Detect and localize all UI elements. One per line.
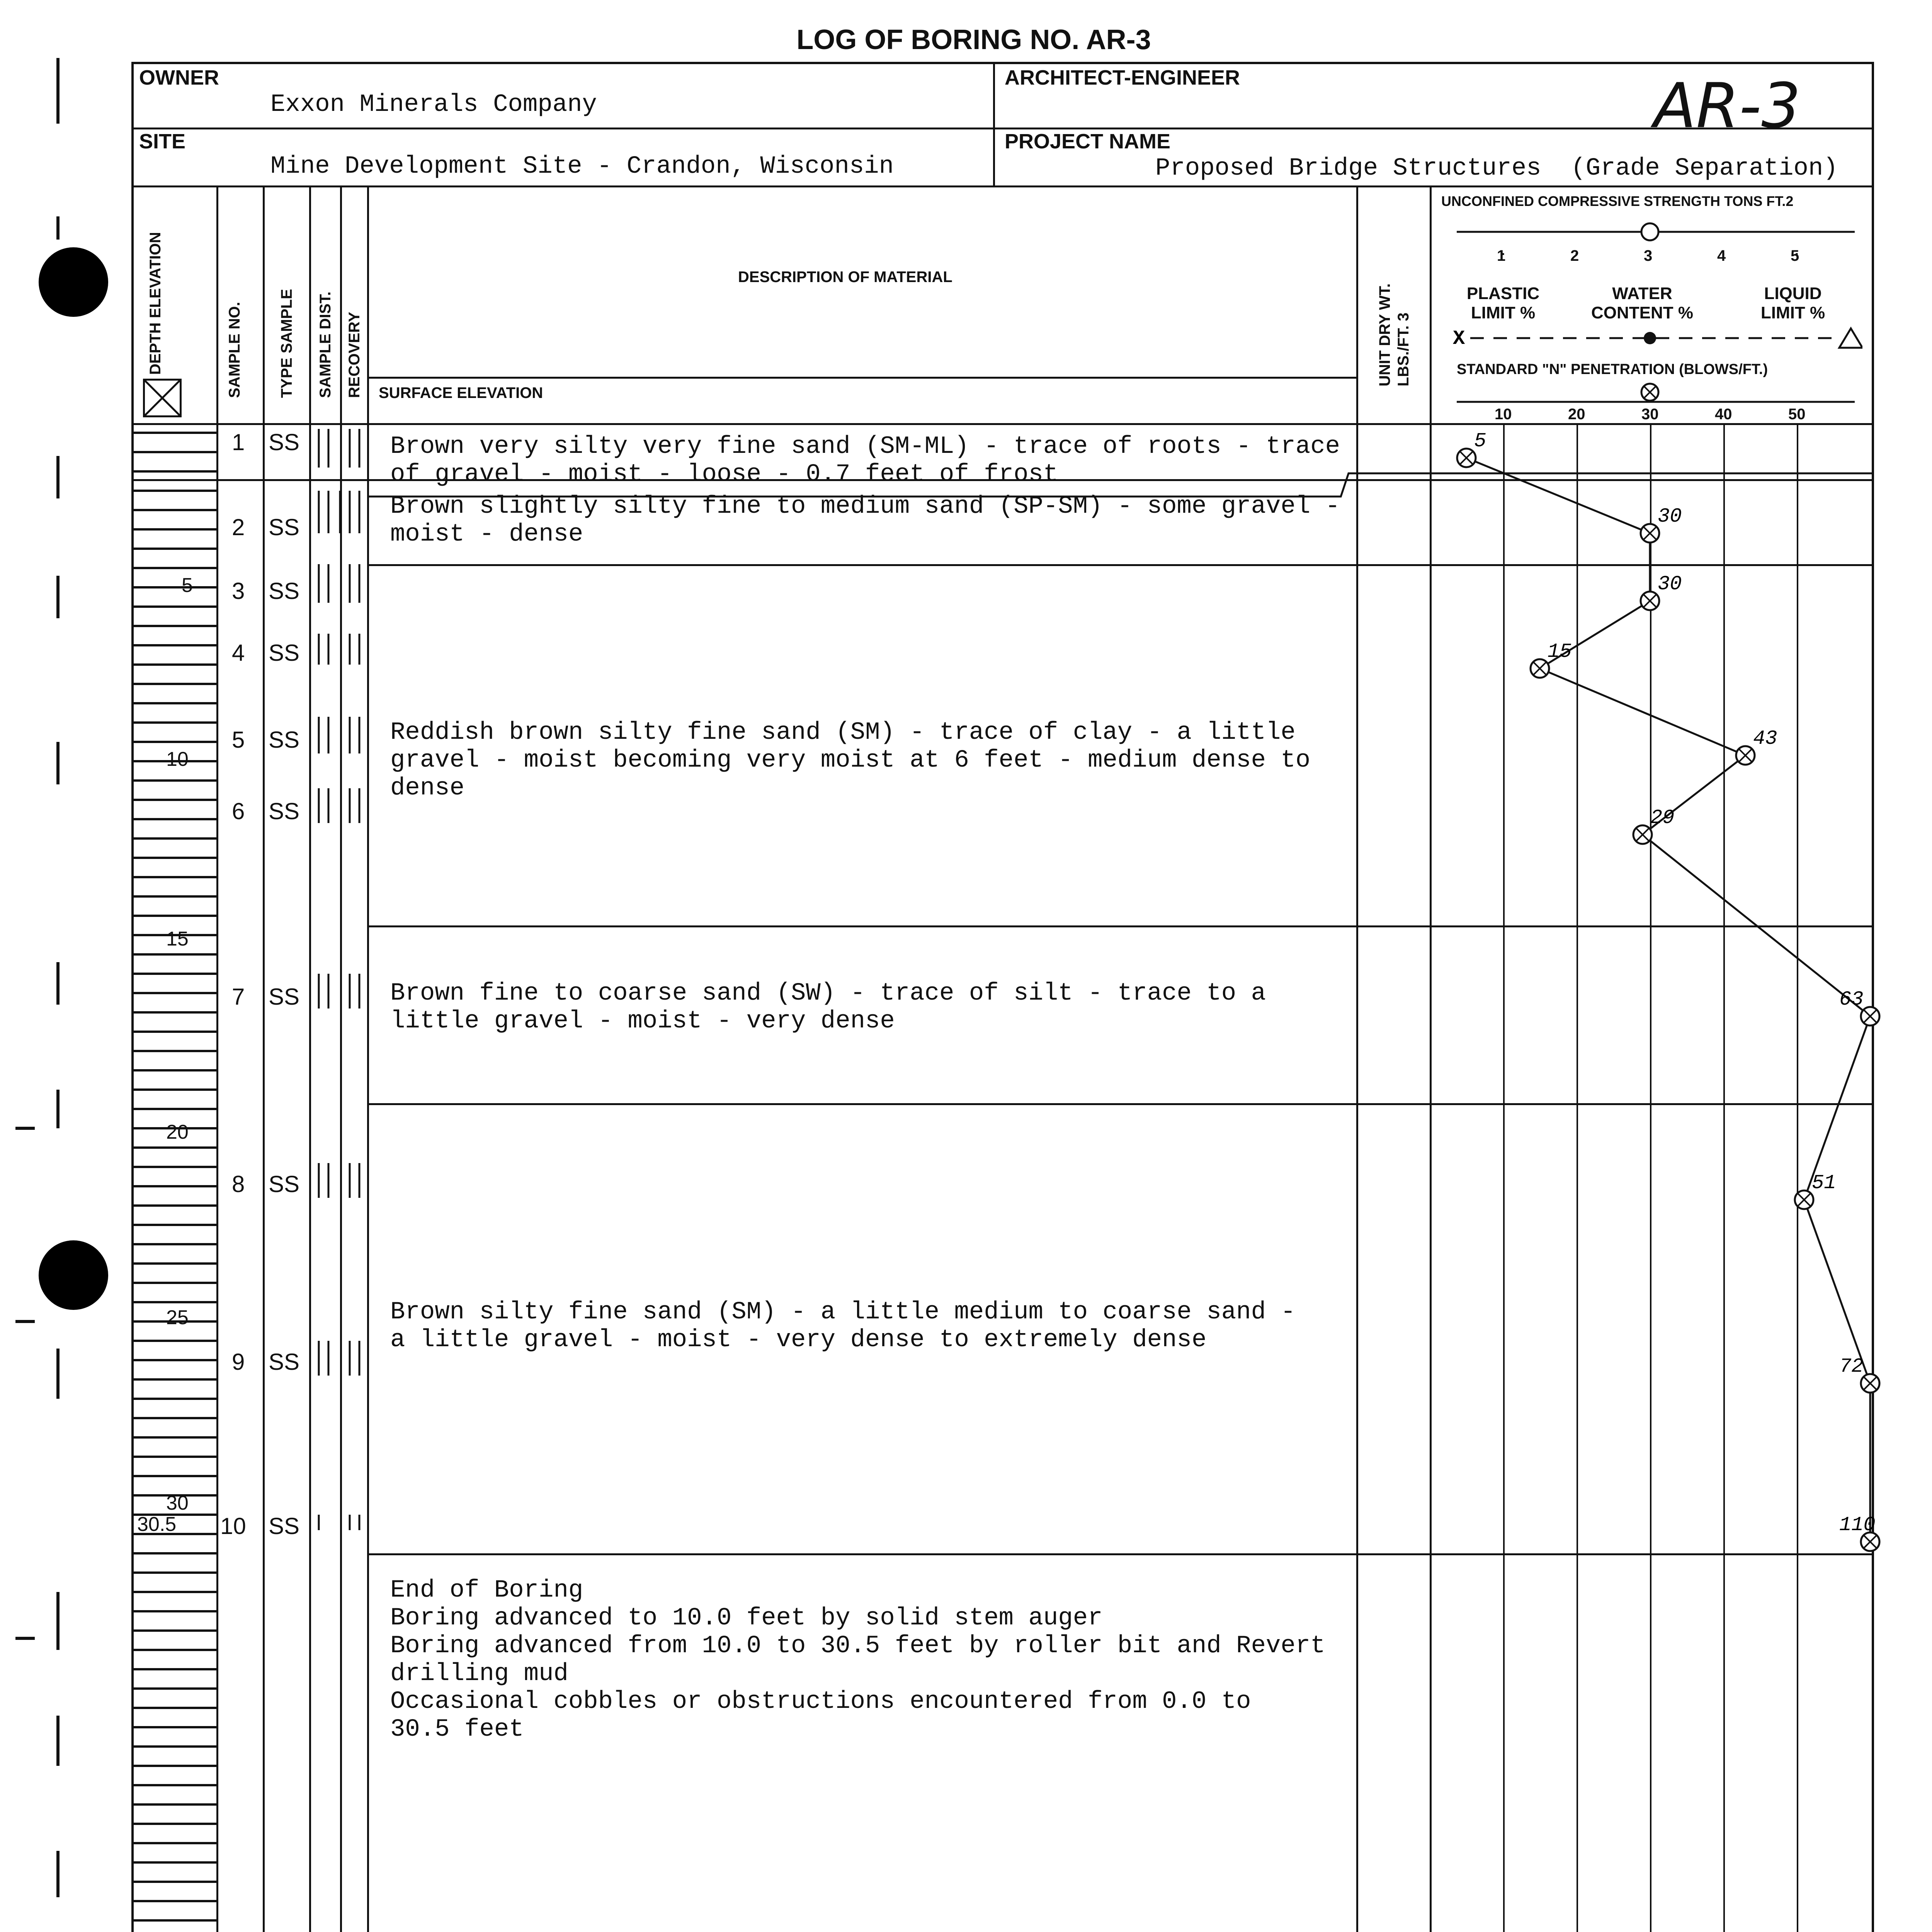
sample-type: SS bbox=[269, 798, 300, 824]
sample-type: SS bbox=[269, 429, 300, 455]
ucs-tick: 2 bbox=[1570, 247, 1579, 264]
spt-point bbox=[1839, 1514, 1879, 1551]
depth-mark: 25 bbox=[166, 1306, 189, 1329]
surface-elevation-label: SURFACE ELEVATION bbox=[379, 384, 543, 401]
sample-type: SS bbox=[269, 578, 300, 604]
spt-tick: 50 bbox=[1788, 406, 1806, 423]
spt-value-label: 5 bbox=[1474, 430, 1486, 452]
project-value: Proposed Bridge Structures (Grade Separation) bbox=[1155, 155, 1838, 182]
spt-line bbox=[1466, 458, 1870, 1542]
stratum-description: Reddish brown silty fine sand (SM) - trace of clay - a little gravel - moist becoming very moist at 6 feet - medium dense to dense bbox=[390, 719, 1311, 802]
ucs-tick: 4 bbox=[1717, 247, 1726, 264]
spt-tick: 40 bbox=[1715, 406, 1732, 423]
project-label: PROJECT NAME bbox=[1005, 130, 1171, 153]
col-description-label: DESCRIPTION OF MATERIAL bbox=[738, 269, 952, 286]
site-label: SITE bbox=[139, 130, 186, 153]
sample-type: SS bbox=[269, 1513, 300, 1539]
sample-no: 4 bbox=[232, 640, 245, 666]
spt-point bbox=[1839, 1355, 1879, 1393]
col-depth-label: DEPTH ELEVATION bbox=[147, 232, 164, 375]
owner-value: Exxon Minerals Company bbox=[270, 91, 597, 119]
sample-type: SS bbox=[269, 640, 300, 666]
spt-point bbox=[1457, 430, 1486, 467]
sample-type: SS bbox=[269, 727, 300, 753]
spt-value-label: 63 bbox=[1839, 988, 1864, 1011]
spt-value-label: 30 bbox=[1658, 573, 1682, 595]
spt-tick: 10 bbox=[1495, 406, 1512, 423]
page-title: LOG OF BORING NO. AR-3 bbox=[796, 24, 1151, 55]
stratum-description: Brown very silty very fine sand (SM-ML) - trace of roots - trace of gravel - moist - loose - 0.7 feet of frost bbox=[390, 433, 1340, 488]
stratum-description: Brown silty fine sand (SM) - a little medium to coarse sand - a little gravel - moist - very dense to extremely dense bbox=[390, 1298, 1296, 1354]
col-sample-no-label: SAMPLE NO. bbox=[226, 302, 243, 398]
col-unit-dry-weight-label: UNIT DRY WT. LBS./FT. 3 bbox=[1376, 283, 1412, 386]
depth-mark: 5 bbox=[182, 574, 193, 597]
sample-no: 6 bbox=[232, 798, 245, 824]
spt-point bbox=[1736, 727, 1777, 765]
sample-no: 1 bbox=[232, 429, 245, 455]
depth-mark: 30 bbox=[166, 1492, 189, 1514]
stratum-description: Brown fine to coarse sand (SW) - trace of silt - trace to a little gravel - moist - very dense bbox=[390, 980, 1266, 1035]
sample-no: 3 bbox=[232, 578, 245, 604]
col-type-sample-label: TYPE SAMPLE bbox=[278, 289, 295, 398]
liquid-limit-label: LIQUID LIMIT % bbox=[1760, 284, 1825, 322]
spt-value-label: 43 bbox=[1753, 727, 1777, 750]
sample-type: SS bbox=[269, 984, 300, 1010]
spt-point bbox=[1531, 640, 1571, 678]
ucs-tick: 5 bbox=[1791, 247, 1799, 264]
spt-value-label: 30 bbox=[1658, 505, 1682, 528]
sample-no: 7 bbox=[232, 984, 245, 1010]
owner-label: OWNER bbox=[139, 66, 219, 89]
stratum-description: End of Boring Boring advanced to 10.0 feet by solid stem auger Boring advanced from 10.0 to 30.5 feet by roller bit and Revert drilling mud Occasional cobbles or obstructions encountered from 0.0 to 30.5 feet bbox=[390, 1577, 1325, 1743]
site-value: Mine Development Site - Crandon, Wisconsin bbox=[270, 153, 894, 180]
spt-point bbox=[1795, 1172, 1836, 1209]
spt-value-label: 15 bbox=[1548, 640, 1572, 663]
ucs-tick: 1 bbox=[1497, 247, 1506, 264]
stratum-description: Brown slightly silty fine to medium sand (SP-SM) - some gravel - moist - dense bbox=[390, 493, 1340, 548]
depth-mark: 10 bbox=[166, 748, 189, 770]
spt-point bbox=[1641, 505, 1682, 543]
svg-text:X: X bbox=[1453, 327, 1465, 350]
plastic-limit-label: PLASTIC LIMIT % bbox=[1466, 284, 1540, 322]
depth-mark: 30.5 bbox=[137, 1513, 177, 1536]
sample-no: 5 bbox=[232, 727, 245, 753]
col-sample-dist-label: SAMPLE DIST. bbox=[317, 291, 334, 398]
spt-point bbox=[1633, 806, 1674, 844]
depth-mark: 20 bbox=[166, 1121, 189, 1143]
spt-label: STANDARD "N" PENETRATION (BLOWS/FT.) bbox=[1457, 361, 1768, 378]
spt-value-label: 51 bbox=[1812, 1172, 1836, 1194]
spt-value-label: 29 bbox=[1650, 806, 1675, 829]
spt-point bbox=[1641, 573, 1682, 610]
depth-mark: 15 bbox=[166, 928, 189, 950]
spt-value-label: 72 bbox=[1839, 1355, 1864, 1378]
sample-no: 2 bbox=[232, 514, 245, 540]
architect-label: ARCHITECT-ENGINEER bbox=[1005, 66, 1240, 89]
ucs-label: UNCONFINED COMPRESSIVE STRENGTH TONS FT.2 bbox=[1441, 193, 1794, 209]
spt-tick: 30 bbox=[1641, 406, 1659, 423]
sample-no: 8 bbox=[232, 1171, 245, 1197]
ucs-tick: 3 bbox=[1644, 247, 1653, 264]
sample-type: SS bbox=[269, 1171, 300, 1197]
spt-point bbox=[1839, 988, 1879, 1026]
sample-no: 9 bbox=[232, 1349, 245, 1375]
spt-value-label: 110 bbox=[1839, 1514, 1876, 1536]
water-content-label: WATER CONTENT % bbox=[1591, 284, 1693, 322]
spt-tick: 20 bbox=[1568, 406, 1585, 423]
handwritten-boring-id: AR-3 bbox=[1654, 70, 1801, 142]
sample-no: 10 bbox=[220, 1513, 246, 1539]
sample-type: SS bbox=[269, 1349, 300, 1375]
sample-type: SS bbox=[269, 514, 300, 540]
col-recovery-label: RECOVERY bbox=[346, 311, 363, 398]
